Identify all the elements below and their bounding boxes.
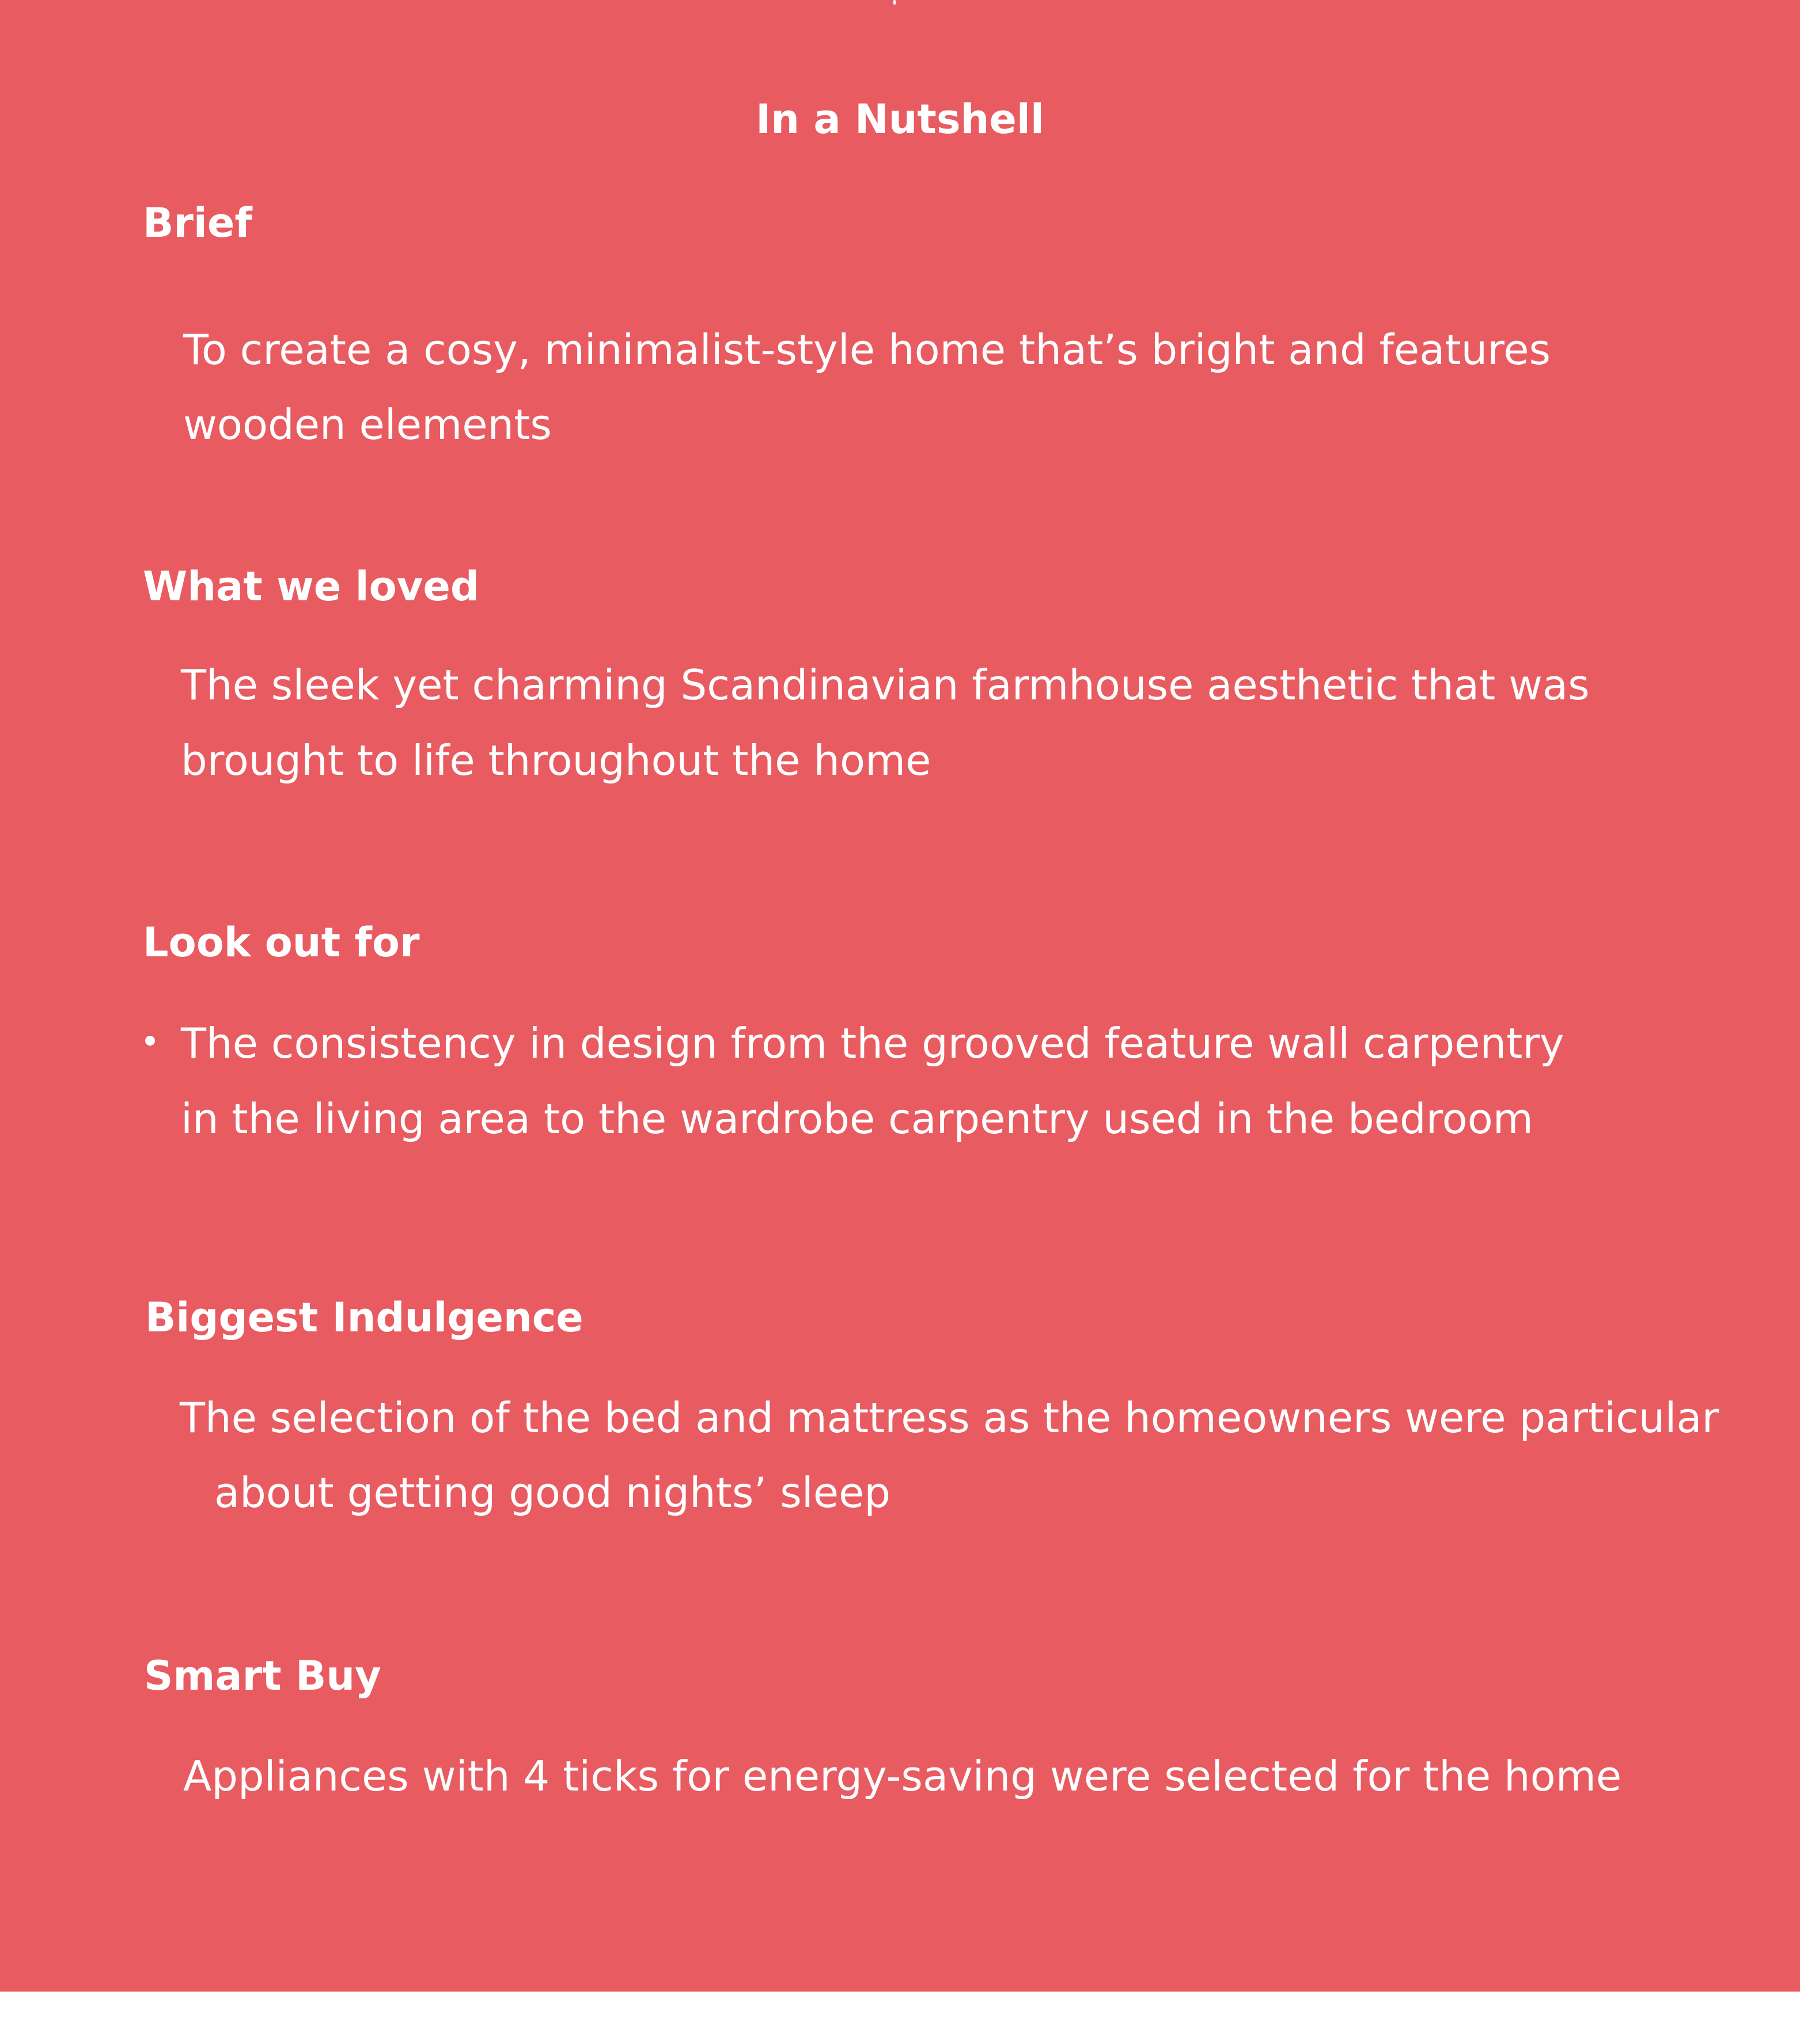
indulgence-text-line-1: The selection of the bed and mattress as the homeowners were particular (180, 1394, 1719, 1442)
section-heading-what-we-loved: What we loved (143, 563, 479, 610)
smartbuy-text-line-1: Appliances with 4 ticks for energy-saving were selected for the home (183, 1752, 1622, 1800)
brief-text-line-1: To create a cosy, minimalist-style home that’s bright and features (183, 325, 1551, 374)
loved-text-line-1: The sleek yet charming Scandinavian farmhouse aesthetic that was (181, 661, 1590, 709)
section-heading-biggest-indulgence: Biggest Indulgence (145, 1294, 583, 1341)
top-divider-mark (893, 0, 896, 5)
section-heading-brief: Brief (143, 199, 252, 247)
page-title: In a Nutshell (756, 96, 1044, 143)
lookout-text-line-2: in the living area to the wardrobe carpentry used in the bedroom (181, 1095, 1533, 1143)
loved-text-line-2: brought to life throughout the home (181, 736, 931, 785)
indulgence-text-line-2: about getting good nights’ sleep (214, 1468, 891, 1517)
bullet-point (145, 1036, 155, 1046)
brief-text-line-2: wooden elements (183, 400, 552, 449)
section-heading-smart-buy: Smart Buy (144, 1652, 381, 1699)
lookout-text-line-1: The consistency in design from the grooved feature wall carpentry (181, 1019, 1564, 1068)
section-heading-look-out-for: Look out for (143, 919, 420, 966)
page-bottom-margin (0, 1992, 1800, 2044)
